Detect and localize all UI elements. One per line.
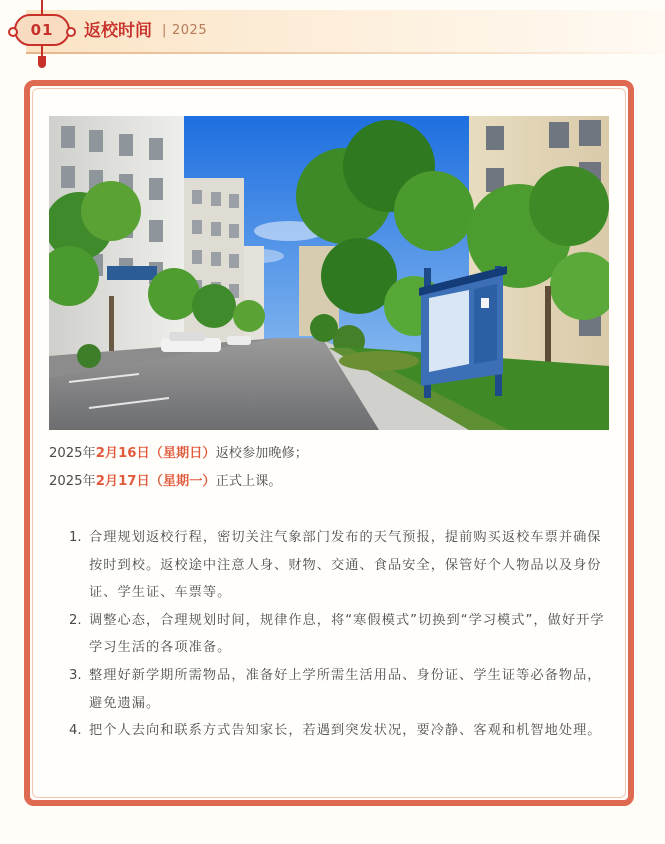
date-year: 2025年 [49, 474, 96, 489]
list-text: 合理规划返校行程，密切关注气象部门发布的天气预报，提前购买返校车票并确保按时到校。返校途中注意人身、财物、交通、食品安全，保管好个人物品以及身份证、学生证、车票等。 [89, 530, 602, 601]
title-separator: | [162, 23, 167, 38]
reminder-list [69, 524, 614, 745]
section-title: 返校时间 [84, 21, 152, 41]
section-number: 01 [30, 21, 54, 39]
section-number-badge [14, 14, 70, 46]
list-text: 把个人去向和联系方式告知家长，若遇到突发状况，要冷静、客观和机智地处理。 [89, 723, 602, 739]
list-item [69, 662, 614, 717]
weekday-highlight: （星期日） [149, 446, 216, 461]
list-number: 1. [69, 530, 82, 545]
date-year: 2025年 [49, 446, 96, 461]
list-item [69, 524, 614, 607]
list-text: 整理好新学期所需物品，准备好上学所需生活用品、身份证、学生证等必备物品，避免遗漏。 [89, 667, 602, 711]
date-suffix: 返校参加晚修； [215, 446, 308, 461]
weekday-highlight: （星期一） [149, 474, 216, 489]
badge-tassel [38, 56, 46, 68]
date-suffix: 正式上课。 [215, 474, 282, 489]
section-year: 2025 [172, 23, 208, 38]
date-line-class [49, 468, 282, 496]
campus-photo [49, 116, 609, 430]
date-highlight: 2月17日 [95, 474, 150, 489]
date-highlight: 2月16日 [95, 446, 150, 461]
list-item [69, 607, 614, 662]
list-text: 调整心态，合理规划时间，规律作息，将“寒假模式”切换到“学习模式”，做好开学学习生活的各项准备。 [89, 612, 605, 656]
list-number: 2. [69, 612, 82, 628]
section-header [0, 0, 665, 62]
list-number: 4. [69, 723, 82, 739]
list-item [69, 717, 614, 745]
date-line-return [49, 440, 308, 468]
list-number: 3. [69, 667, 82, 683]
